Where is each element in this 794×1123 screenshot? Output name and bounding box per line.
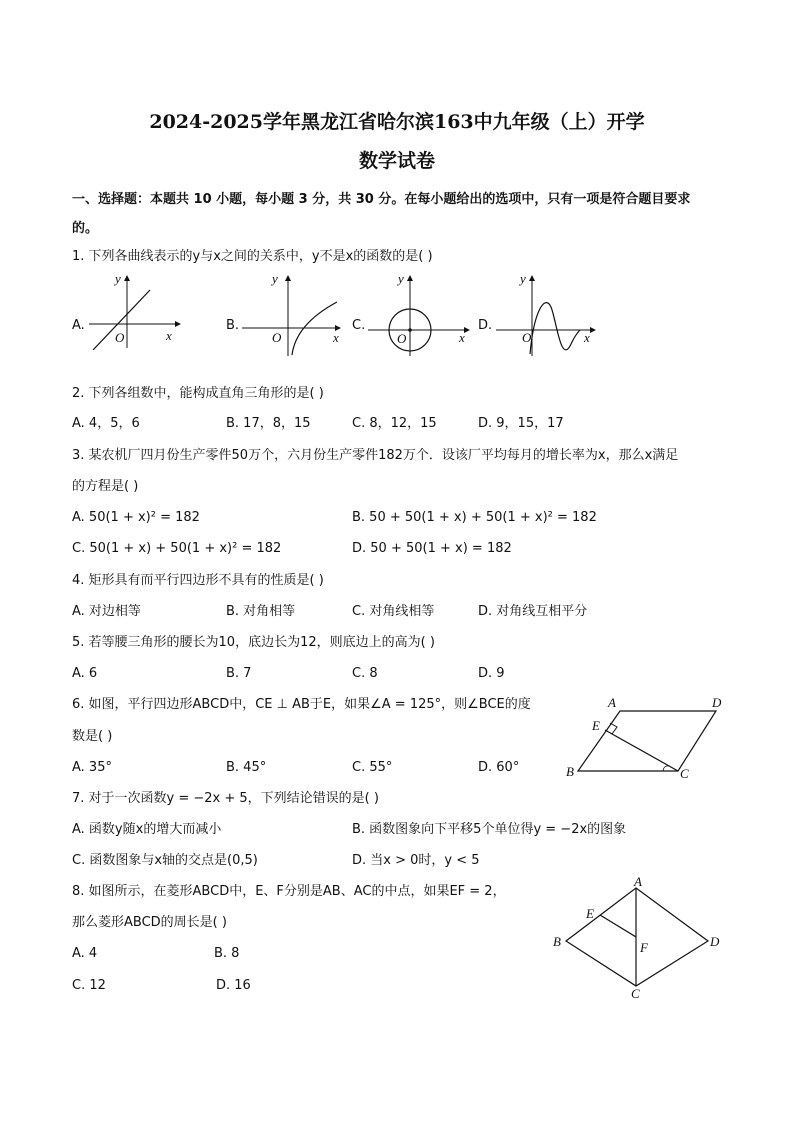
q8-option-a: A. 4 <box>72 946 98 961</box>
q1d-x-label: x <box>584 330 590 345</box>
q5-option-d: D. 9 <box>478 666 505 681</box>
question-5-stem: 5. 若等腰三角形的腰长为10，底边长为12，则底边上的高为( ) <box>72 635 435 650</box>
q6-label-a: A <box>608 695 616 710</box>
q6-option-b: B. 45° <box>226 760 267 775</box>
q7-option-c: C. 函数图象与x轴的交点是(0,5) <box>72 853 258 868</box>
q2-option-b: B. 17，8，15 <box>226 416 311 431</box>
question-8-stem-cont: 那么菱形ABCD的周长是( ) <box>72 915 227 930</box>
question-2-stem: 2. 下列各组数中，能构成直角三角形的是( ) <box>72 386 324 401</box>
q2-option-a: A. 4，5，6 <box>72 416 140 431</box>
q3-option-c: C. 50(1 + x) + 50(1 + x)² = 182 <box>72 541 282 556</box>
q8-label-e: E <box>586 906 594 921</box>
q8-label-a: A <box>634 876 642 889</box>
q2-option-c: C. 8，12，15 <box>352 416 437 431</box>
q6-label-e: E <box>592 718 600 733</box>
q6-parallelogram-figure <box>560 692 730 784</box>
q1b-x-label: x <box>333 330 339 345</box>
q7-option-d: D. 当x > 0时，y < 5 <box>352 853 480 868</box>
q5-option-c: C. 8 <box>352 666 378 681</box>
exam-subtitle: 数学试卷 <box>358 150 435 172</box>
q4-option-b: B. 对角相等 <box>226 604 296 619</box>
q1b-origin-label: O <box>272 330 282 345</box>
q8-label-f: F <box>640 940 648 955</box>
q1d-y-label: y <box>520 272 526 286</box>
q4-option-a: A. 对边相等 <box>72 604 141 619</box>
q4-option-c: C. 对角线相等 <box>352 604 435 619</box>
question-4-stem: 4. 矩形具有而平行四边形不具有的性质是( ) <box>72 573 324 588</box>
q8-label-d: D <box>710 934 720 949</box>
q2-option-d: D. 9，15，17 <box>478 416 564 431</box>
q5-option-b: B. 7 <box>226 666 252 681</box>
question-3-stem-cont: 的方程是( ) <box>72 479 139 494</box>
question-7-stem: 7. 对于一次函数y = −2x + 5，下列结论错误的是( ) <box>72 791 379 806</box>
q1-option-c-label: C. <box>352 318 366 333</box>
q6-label-b: B <box>566 764 574 779</box>
q1a-x-label: x <box>166 328 172 343</box>
q8-label-b: B <box>553 934 561 949</box>
q3-option-a: A. 50(1 + x)² = 182 <box>72 510 200 525</box>
question-8-stem: 8. 如图所示，在菱形ABCD中，E、F分别是AB、AC的中点，如果EF = 2， <box>72 884 506 899</box>
q1c-x-label: x <box>459 330 465 345</box>
q1-graph-a <box>85 272 185 350</box>
q1c-y-label: y <box>398 272 404 286</box>
q7-option-a: A. 函数y随x的增大而减小 <box>72 822 222 837</box>
question-6-stem: 6. 如图，平行四边形ABCD中，CE ⊥ AB于E，如果∠A = 125°，则∠BCE的度 <box>72 697 531 712</box>
q8-rhombus-figure <box>548 876 728 1001</box>
q3-option-d: D. 50 + 50(1 + x) = 182 <box>352 541 512 556</box>
question-1-stem: 1. 下列各曲线表示的y与x之间的关系中，y不是x的函数的是( ) <box>72 249 433 264</box>
q6-label-d: D <box>712 695 722 710</box>
question-6-stem-cont: 数是( ) <box>72 729 113 744</box>
q1c-origin-label: O <box>397 331 407 346</box>
q1a-origin-label: O <box>115 330 125 345</box>
section-heading: 一、选择题：本题共 10 小题，每小题 3 分，共 30 分。在每小题给出的选项中，只有一项是符合题目要求 <box>72 192 691 207</box>
q4-option-d: D. 对角线互相平分 <box>478 604 588 619</box>
q6-option-c: C. 55° <box>352 760 393 775</box>
q7-option-b: B. 函数图象向下平移5个单位得y = −2x的图象 <box>352 822 627 837</box>
q1-option-a-label: A. <box>72 318 85 333</box>
q1a-y-label: y <box>115 272 121 286</box>
q1-graph-b <box>240 272 345 357</box>
question-3-stem: 3. 某农机厂四月份生产零件50万个，六月份生产零件182万个．设该厂平均每月的增长率为x，那么x满足 <box>72 448 679 463</box>
q1-option-b-label: B. <box>226 318 240 333</box>
q8-option-c: C. 12 <box>72 978 106 993</box>
q1-option-d-label: D. <box>478 318 493 333</box>
exam-title: 2024-2025学年黑龙江省哈尔滨163中九年级（上）开学 <box>149 111 645 133</box>
q5-option-a: A. 6 <box>72 666 98 681</box>
q1d-origin-label: O <box>522 330 532 345</box>
q8-label-c: C <box>631 986 640 1001</box>
q8-option-b: B. 8 <box>214 946 240 961</box>
q6-label-c: C <box>680 766 689 781</box>
q8-option-d: D. 16 <box>216 978 251 993</box>
q3-option-b: B. 50 + 50(1 + x) + 50(1 + x)² = 182 <box>352 510 597 525</box>
section-heading-cont: 的。 <box>72 221 99 236</box>
q6-option-d: D. 60° <box>478 760 520 775</box>
q1b-y-label: y <box>272 272 278 286</box>
q1-graph-d <box>492 272 602 357</box>
q1-graph-c <box>366 272 476 357</box>
q6-option-a: A. 35° <box>72 760 112 775</box>
